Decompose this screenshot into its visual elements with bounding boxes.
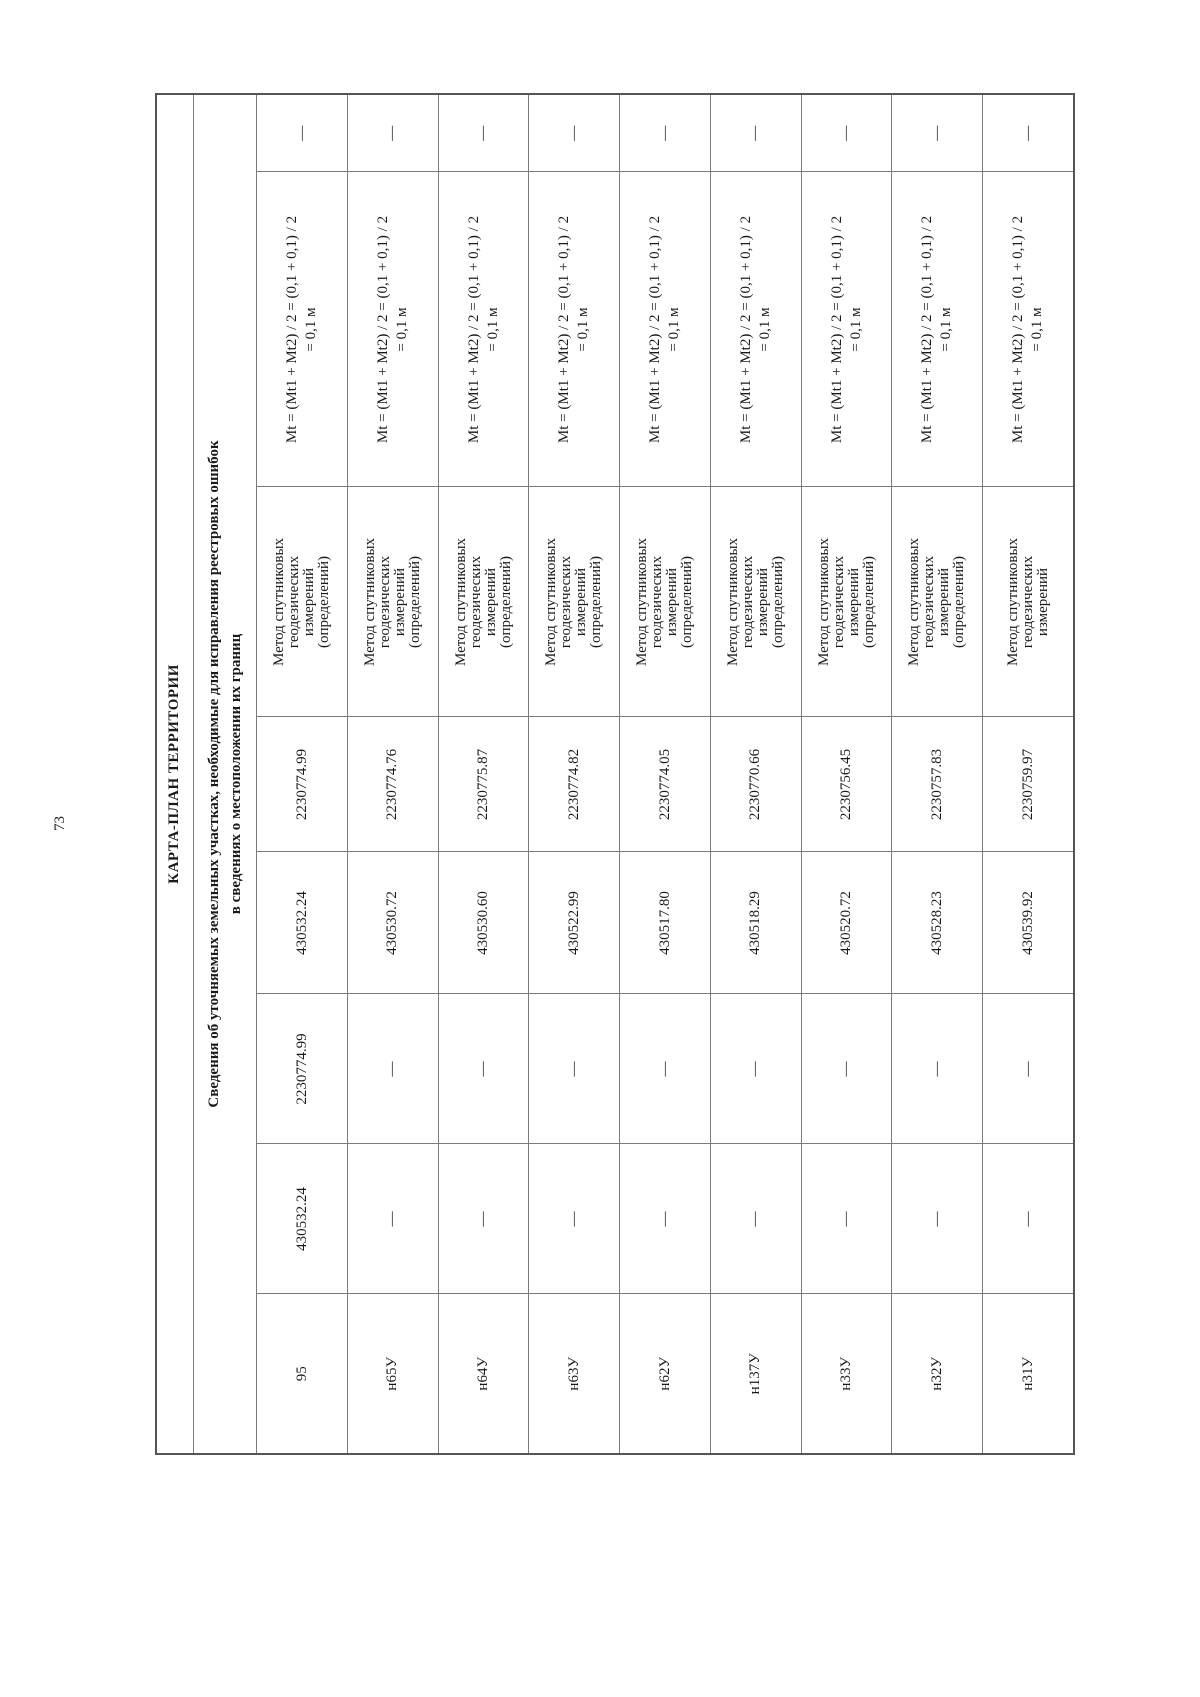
method-cell — [801, 487, 892, 717]
method-line: Метод спутниковых — [815, 537, 832, 667]
document-title: КАРТА-ПЛАН ТЕРРИТОРИИ — [156, 94, 193, 1454]
method-line: геодезических — [1019, 555, 1036, 649]
method-line: Метод спутниковых — [1004, 537, 1021, 667]
table-row — [620, 94, 711, 1454]
new-x-cell: 430517.80 — [620, 852, 711, 994]
point-cell: н63У — [529, 1294, 620, 1454]
old-y-cell: — — [983, 994, 1074, 1144]
formula-line: Mt = (Mt1 + Mt2) / 2 = (0,1 + 0,1) / 2 — [556, 215, 573, 444]
new-y-cell: 2230774.99 — [257, 717, 348, 852]
subtitle-line-2: в сведениях о местоположении их границ — [227, 633, 244, 915]
accuracy-formula-cell — [801, 172, 892, 487]
method-line: (определений) — [769, 556, 786, 648]
method-line: геодезических — [376, 555, 393, 649]
method-line: геодезических — [921, 555, 938, 649]
table-row — [801, 94, 892, 1454]
method-line: Метод спутниковых — [724, 537, 741, 667]
document-subtitle — [193, 94, 257, 1454]
formula-line: Mt = (Mt1 + Mt2) / 2 = (0,1 + 0,1) / 2 — [1010, 215, 1027, 444]
title-row — [156, 94, 193, 1454]
formula-line: = 0,1 м — [666, 307, 683, 352]
method-line: геодезических — [286, 555, 303, 649]
method-cell — [710, 487, 801, 717]
old-y-cell: — — [892, 994, 983, 1144]
formula-line: = 0,1 м — [847, 307, 864, 352]
method-line: Метод спутниковых — [452, 537, 469, 667]
new-x-cell: 430530.60 — [438, 852, 529, 994]
subtitle-row — [193, 94, 257, 1454]
new-x-cell: 430539.92 — [983, 852, 1074, 994]
page-number-text: 73 — [51, 815, 68, 831]
new-y-cell: 2230775.87 — [438, 717, 529, 852]
new-y-cell: 2230770.66 — [710, 717, 801, 852]
method-line: геодезических — [649, 555, 666, 649]
method-line: измерений — [845, 567, 862, 637]
method-cell — [529, 487, 620, 717]
formula-line: = 0,1 м — [303, 307, 320, 352]
method-line: Метод спутниковых — [271, 537, 288, 667]
method-line: измерений — [664, 567, 681, 637]
point-cell: н33У — [801, 1294, 892, 1454]
subtitle-line-1: Сведения об уточняемых земельных участках, необходимые для исправления реестровых ошибок — [205, 440, 222, 1108]
method-line: измерений — [754, 567, 771, 637]
last-cell: — — [257, 94, 348, 172]
formula-line: Mt = (Mt1 + Mt2) / 2 = (0,1 + 0,1) / 2 — [647, 215, 664, 444]
accuracy-formula-cell — [438, 172, 529, 487]
formula-line: = 0,1 м — [938, 307, 955, 352]
new-x-cell: 430528.23 — [892, 852, 983, 994]
boundary-points-table — [155, 93, 1075, 1455]
point-cell: н65У — [347, 1294, 438, 1454]
new-x-cell: 430530.72 — [347, 852, 438, 994]
method-line: Метод спутниковых — [543, 537, 560, 667]
accuracy-formula-cell — [347, 172, 438, 487]
point-cell: н137У — [710, 1294, 801, 1454]
table-row — [529, 94, 620, 1454]
new-y-cell: 2230757.83 — [892, 717, 983, 852]
old-x-cell: — — [801, 1144, 892, 1294]
new-y-cell: 2230774.82 — [529, 717, 620, 852]
old-x-cell: — — [620, 1144, 711, 1294]
table-row — [438, 94, 529, 1454]
formula-line: Mt = (Mt1 + Mt2) / 2 = (0,1 + 0,1) / 2 — [828, 215, 845, 444]
accuracy-formula-cell — [620, 172, 711, 487]
formula-line: = 0,1 м — [1029, 307, 1046, 352]
last-cell: — — [347, 94, 438, 172]
old-x-cell: 430532.24 — [257, 1144, 348, 1294]
table-row — [710, 94, 801, 1454]
old-y-cell: — — [801, 994, 892, 1144]
method-cell — [892, 487, 983, 717]
new-y-cell: 2230774.05 — [620, 717, 711, 852]
accuracy-formula-cell — [892, 172, 983, 487]
last-cell: — — [801, 94, 892, 172]
old-x-cell: — — [438, 1144, 529, 1294]
old-x-cell: — — [710, 1144, 801, 1294]
method-line: измерений — [391, 567, 408, 637]
old-y-cell: — — [438, 994, 529, 1144]
old-y-cell: 2230774.99 — [257, 994, 348, 1144]
last-cell: — — [983, 94, 1074, 172]
formula-line: Mt = (Mt1 + Mt2) / 2 = (0,1 + 0,1) / 2 — [465, 215, 482, 444]
method-line: геодезических — [739, 555, 756, 649]
last-cell: — — [438, 94, 529, 172]
new-y-cell: 2230759.97 — [983, 717, 1074, 852]
method-line: геодезических — [830, 555, 847, 649]
method-line: геодезических — [558, 555, 575, 649]
point-cell: 95 — [257, 1294, 348, 1454]
method-line: (определений) — [588, 556, 605, 648]
new-x-cell: 430520.72 — [801, 852, 892, 994]
new-x-cell: 430518.29 — [710, 852, 801, 994]
old-x-cell: — — [892, 1144, 983, 1294]
method-cell — [347, 487, 438, 717]
old-x-cell: — — [347, 1144, 438, 1294]
accuracy-formula-cell — [257, 172, 348, 487]
formula-line: = 0,1 м — [756, 307, 773, 352]
page-number — [50, 808, 70, 838]
old-x-cell: — — [983, 1144, 1074, 1294]
formula-line: Mt = (Mt1 + Mt2) / 2 = (0,1 + 0,1) / 2 — [919, 215, 936, 444]
table-row — [257, 94, 348, 1454]
new-x-cell: 430532.24 — [257, 852, 348, 994]
method-line: (определений) — [679, 556, 696, 648]
method-line: Метод спутниковых — [361, 537, 378, 667]
old-y-cell: — — [620, 994, 711, 1144]
method-cell — [438, 487, 529, 717]
formula-line: Mt = (Mt1 + Mt2) / 2 = (0,1 + 0,1) / 2 — [737, 215, 754, 444]
formula-line: = 0,1 м — [575, 307, 592, 352]
point-cell: н62У — [620, 1294, 711, 1454]
old-y-cell: — — [347, 994, 438, 1144]
table-row — [983, 94, 1074, 1454]
accuracy-formula-cell — [983, 172, 1074, 487]
method-line: измерений — [1034, 567, 1051, 637]
method-line: (определений) — [951, 556, 968, 648]
accuracy-formula-cell — [529, 172, 620, 487]
method-line: Метод спутниковых — [906, 537, 923, 667]
new-x-cell: 430522.99 — [529, 852, 620, 994]
method-line: измерений — [482, 567, 499, 637]
method-line: (определений) — [860, 556, 877, 648]
formula-line: = 0,1 м — [484, 307, 501, 352]
new-y-cell: 2230774.76 — [347, 717, 438, 852]
method-cell — [983, 487, 1074, 717]
method-line: (определений) — [497, 556, 514, 648]
method-line: измерений — [573, 567, 590, 637]
method-line: измерений — [936, 567, 953, 637]
last-cell: — — [529, 94, 620, 172]
method-cell — [257, 487, 348, 717]
old-x-cell: — — [529, 1144, 620, 1294]
method-cell — [620, 487, 711, 717]
rotated-table — [155, 95, 1075, 1455]
last-cell: — — [710, 94, 801, 172]
old-y-cell: — — [529, 994, 620, 1144]
formula-line: Mt = (Mt1 + Mt2) / 2 = (0,1 + 0,1) / 2 — [284, 215, 301, 444]
formula-line: Mt = (Mt1 + Mt2) / 2 = (0,1 + 0,1) / 2 — [374, 215, 391, 444]
point-cell: н32У — [892, 1294, 983, 1454]
accuracy-formula-cell — [710, 172, 801, 487]
formula-line: = 0,1 м — [393, 307, 410, 352]
last-cell: — — [892, 94, 983, 172]
last-cell: — — [620, 94, 711, 172]
method-line: измерений — [301, 567, 318, 637]
old-y-cell: — — [710, 994, 801, 1144]
rotated-table-container — [155, 95, 1075, 1455]
new-y-cell: 2230756.45 — [801, 717, 892, 852]
point-cell: н64У — [438, 1294, 529, 1454]
method-line: (определений) — [316, 556, 333, 648]
table-row — [347, 94, 438, 1454]
point-cell: н31У — [983, 1294, 1074, 1454]
method-line: (определений) — [406, 556, 423, 648]
method-line: геодезических — [467, 555, 484, 649]
table-row — [892, 94, 983, 1454]
method-line: Метод спутниковых — [634, 537, 651, 667]
